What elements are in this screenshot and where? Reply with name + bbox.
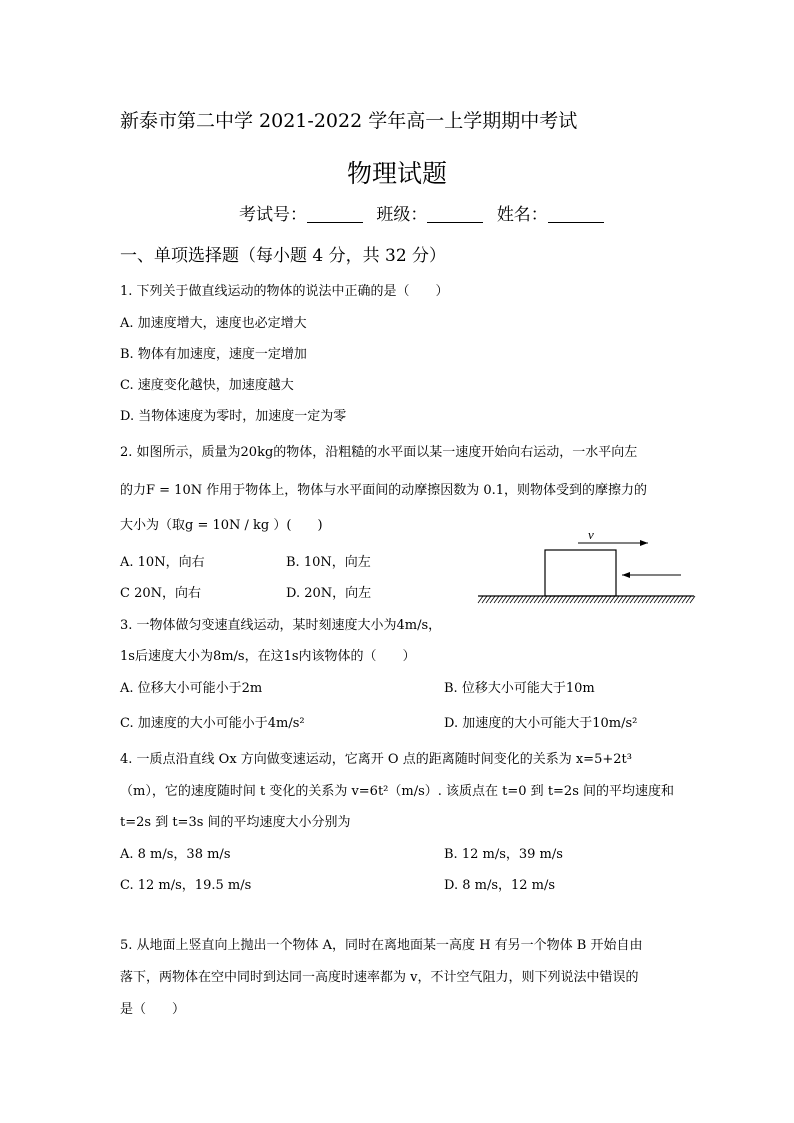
hatch-stroke bbox=[618, 596, 623, 603]
hatch-stroke bbox=[506, 596, 511, 603]
student-info-row bbox=[239, 200, 612, 225]
question-1-option-a: A. 加速度增大，速度也必定增大 bbox=[120, 316, 307, 331]
block-on-rough-surface-figure bbox=[476, 528, 696, 608]
question-4-line-3: t=2s 到 t=3s 间的平均速度大小分别为 bbox=[120, 815, 351, 830]
name-label: 姓名： bbox=[496, 205, 548, 225]
question-3-option-d: D. 加速度的大小可能大于10m/s² bbox=[444, 716, 638, 731]
hatch-stroke bbox=[602, 596, 607, 603]
hatch-stroke bbox=[666, 596, 671, 603]
question-1-option-b: B. 物体有加速度，速度一定增加 bbox=[120, 347, 307, 362]
question-3-option-b: B. 位移大小可能大于10m bbox=[444, 681, 595, 696]
hatch-stroke bbox=[578, 596, 583, 603]
question-4-line-2: （m），它的速度随时间 t 变化的关系为 v=6t²（m/s）. 该质点在 t=0 到 t=2s 间的平均速度和 bbox=[120, 784, 675, 799]
question-4-option-c: C. 12 m/s，19.5 m/s bbox=[120, 878, 252, 893]
school-exam-line: 新泰市第二中学 2021-2022 学年高一上学期期中考试 bbox=[120, 110, 578, 132]
question-2-line-1: 2. 如图所示，质量为20kg的物体，沿粗糙的水平面以某一速度开始向右运动，一水平向左 bbox=[120, 445, 638, 460]
hatch-stroke bbox=[514, 596, 519, 603]
hatch-stroke bbox=[674, 596, 679, 603]
hatch-stroke bbox=[690, 596, 695, 603]
hatch-stroke bbox=[590, 596, 595, 603]
hatch-stroke bbox=[606, 596, 611, 603]
question-2-option-b: B. 10N，向左 bbox=[286, 555, 371, 570]
ground-hatching bbox=[478, 596, 695, 603]
hatch-stroke bbox=[586, 596, 591, 603]
hatch-stroke bbox=[490, 596, 495, 603]
name-blank[interactable] bbox=[548, 206, 604, 223]
hatch-stroke bbox=[538, 596, 543, 603]
question-1-option-d: D. 当物体速度为零时，加速度一定为零 bbox=[120, 409, 347, 424]
hatch-stroke bbox=[614, 596, 619, 603]
hatch-stroke bbox=[546, 596, 551, 603]
hatch-stroke bbox=[622, 596, 627, 603]
section-heading: 一、单项选择题（每小题 4 分，共 32 分） bbox=[120, 246, 447, 266]
hatch-stroke bbox=[526, 596, 531, 603]
question-3-line-2: 1s后速度大小为8m/s，在这1s内该物体的（ ） bbox=[120, 649, 416, 664]
question-2-option-c: C 20N，向右 bbox=[120, 586, 201, 601]
question-4-option-a: A. 8 m/s，38 m/s bbox=[120, 847, 231, 862]
hatch-stroke bbox=[554, 596, 559, 603]
hatch-stroke bbox=[482, 596, 487, 603]
hatch-stroke bbox=[478, 596, 483, 603]
hatch-stroke bbox=[638, 596, 643, 603]
velocity-arrowhead bbox=[640, 540, 648, 546]
hatch-stroke bbox=[682, 596, 687, 603]
question-4-option-b: B. 12 m/s，39 m/s bbox=[444, 847, 563, 862]
force-arrowhead bbox=[622, 572, 630, 578]
hatch-stroke bbox=[658, 596, 663, 603]
question-3-line-1: 3. 一物体做匀变速直线运动，某时刻速度大小为4m/s， bbox=[120, 618, 442, 633]
question-5-line-1: 5. 从地面上竖直向上抛出一个物体 A，同时在离地面某一高度 H 有另一个物体 B 开始自由 bbox=[120, 938, 643, 953]
hatch-stroke bbox=[626, 596, 631, 603]
velocity-label: v bbox=[588, 528, 594, 542]
hatch-stroke bbox=[534, 596, 539, 603]
question-3-option-c: C. 加速度的大小可能小于4m/s² bbox=[120, 716, 305, 731]
page-title: 物理试题 bbox=[346, 159, 447, 188]
hatch-stroke bbox=[558, 596, 563, 603]
question-3-option-a: A. 位移大小可能小于2m bbox=[120, 681, 263, 696]
hatch-stroke bbox=[686, 596, 691, 603]
hatch-stroke bbox=[510, 596, 515, 603]
hatch-stroke bbox=[530, 596, 535, 603]
hatch-stroke bbox=[594, 596, 599, 603]
hatch-stroke bbox=[598, 596, 603, 603]
hatch-stroke bbox=[678, 596, 683, 603]
hatch-stroke bbox=[670, 596, 675, 603]
question-2-line-3: 大小为（取g = 10N / kg ）( ) bbox=[120, 518, 323, 533]
hatch-stroke bbox=[542, 596, 547, 603]
hatch-stroke bbox=[634, 596, 639, 603]
exam-number-blank[interactable] bbox=[307, 206, 363, 223]
hatch-stroke bbox=[646, 596, 651, 603]
hatch-stroke bbox=[574, 596, 579, 603]
hatch-stroke bbox=[486, 596, 491, 603]
question-2-option-a: A. 10N，向右 bbox=[120, 555, 205, 570]
hatch-stroke bbox=[494, 596, 499, 603]
hatch-stroke bbox=[566, 596, 571, 603]
class-label: 班级： bbox=[376, 205, 428, 225]
hatch-stroke bbox=[518, 596, 523, 603]
hatch-stroke bbox=[522, 596, 527, 603]
hatch-stroke bbox=[610, 596, 615, 603]
question-1-stem: 1. 下列关于做直线运动的物体的说法中正确的是（ ） bbox=[120, 284, 449, 299]
hatch-stroke bbox=[498, 596, 503, 603]
hatch-stroke bbox=[582, 596, 587, 603]
question-5-line-2: 落下，两物体在空中同时到达同一高度时速率都为 v，不计空气阻力，则下列说法中错误的 bbox=[120, 970, 639, 985]
hatch-stroke bbox=[662, 596, 667, 603]
question-2-option-d: D. 20N，向左 bbox=[286, 586, 372, 601]
hatch-stroke bbox=[570, 596, 575, 603]
hatch-stroke bbox=[630, 596, 635, 603]
question-4-option-d: D. 8 m/s，12 m/s bbox=[444, 878, 556, 893]
hatch-stroke bbox=[502, 596, 507, 603]
hatch-stroke bbox=[650, 596, 655, 603]
question-1-option-c: C. 速度变化越快，加速度越大 bbox=[120, 378, 294, 393]
question-2-line-2: 的力F = 10N 作用于物体上，物体与水平面间的动摩擦因数为 0.1，则物体受到的摩擦力的 bbox=[120, 483, 648, 498]
exam-number-label: 考试号： bbox=[239, 205, 307, 225]
class-blank[interactable] bbox=[427, 206, 483, 223]
hatch-stroke bbox=[654, 596, 659, 603]
question-4-line-1: 4. 一质点沿直线 Ox 方向做变速运动，它离开 O 点的距离随时间变化的关系为 x=5+2t³ bbox=[120, 752, 632, 767]
block bbox=[545, 550, 616, 596]
hatch-stroke bbox=[642, 596, 647, 603]
hatch-stroke bbox=[562, 596, 567, 603]
hatch-stroke bbox=[550, 596, 555, 603]
question-5-line-3: 是（ ） bbox=[120, 1002, 186, 1017]
